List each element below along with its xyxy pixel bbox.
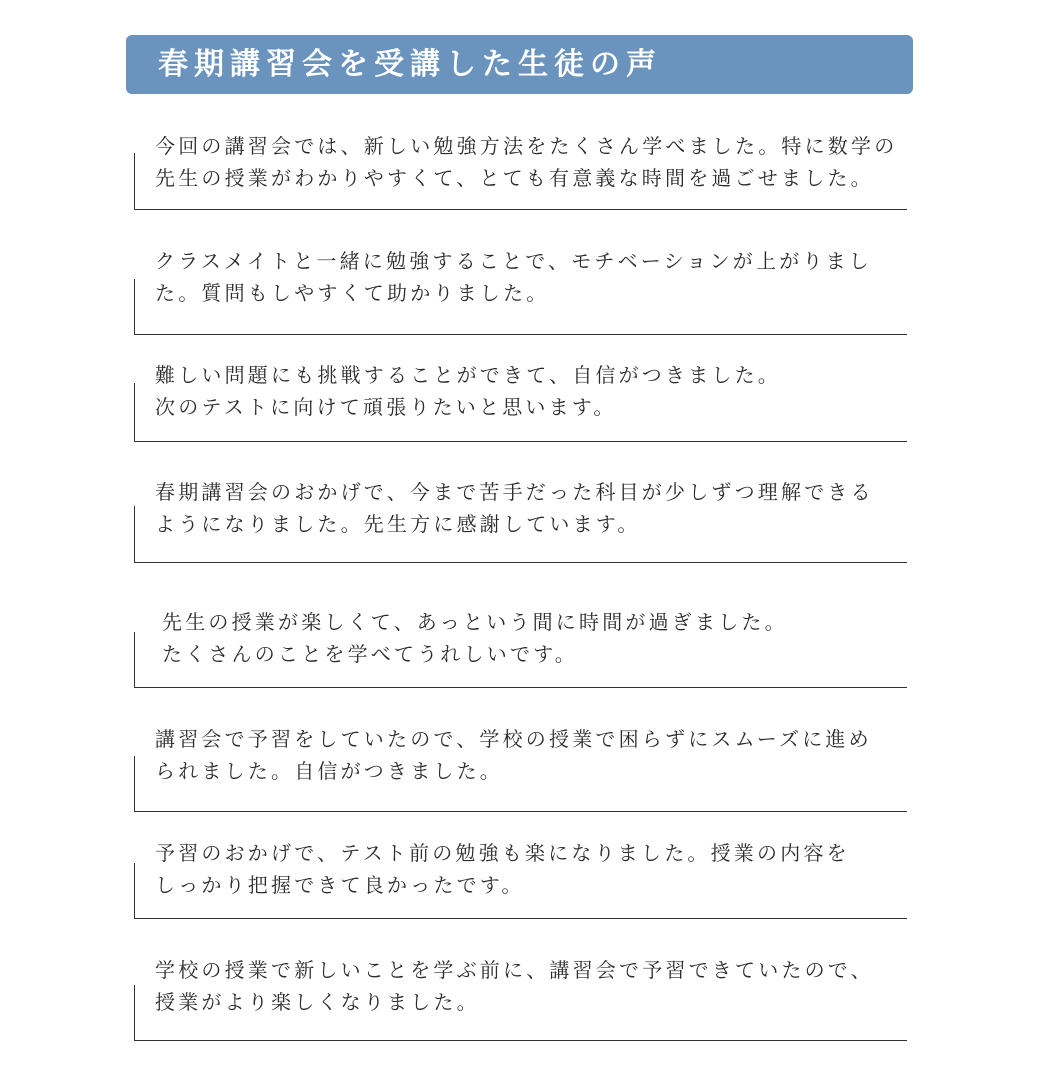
testimonial-text <box>155 476 915 540</box>
testimonial-text <box>155 245 915 309</box>
testimonial-item <box>134 954 906 1041</box>
testimonial-item <box>134 359 906 442</box>
testimonial-line: た。質問もしやすくて助かりました。 <box>155 281 550 305</box>
testimonial-line: 難しい問題にも挑戦することができて、自信がつきました。 <box>155 363 781 387</box>
testimonial-line: ようになりました。先生方に感謝しています。 <box>155 512 641 536</box>
testimonial-text <box>155 837 915 901</box>
testimonial-text <box>155 359 915 423</box>
testimonial-line: られました。自信がつきました。 <box>155 759 503 783</box>
testimonial-text <box>162 606 922 670</box>
testimonial-item <box>134 130 906 210</box>
testimonial-line: 講習会で予習をしていたので、学校の授業で困らずにスムーズに進め <box>155 727 872 751</box>
testimonial-line: 先生の授業がわかりやすくて、とても有意義な時間を過ごせました。 <box>155 166 874 190</box>
testimonial-line: 春期講習会のおかげで、今まで苦手だった科目が少しずつ理解できる <box>155 480 874 504</box>
testimonial-line: 授業がより楽しくなりました。 <box>155 990 480 1014</box>
testimonial-line: しっかり把握できて良かったです。 <box>155 873 525 897</box>
testimonial-line: 先生の授業が楽しくて、あっという間に時間が過ぎました。 <box>162 610 788 634</box>
testimonial-item <box>134 476 906 563</box>
testimonial-text <box>155 723 915 787</box>
testimonial-line: 今回の講習会では、新しい勉強方法をたくさん学べました。特に数学の <box>155 134 898 158</box>
testimonial-item <box>134 606 906 688</box>
testimonial-line: 学校の授業で新しいことを学ぶ前に、講習会で予習できていたので、 <box>155 958 874 982</box>
testimonial-item <box>134 837 906 919</box>
testimonial-item <box>134 723 906 812</box>
testimonial-line: 次のテストに向けて頑張りたいと思います。 <box>155 395 617 419</box>
page-title: 春期講習会を受講した生徒の声 <box>158 46 662 82</box>
testimonial-line: たくさんのことを学べてうれしいです。 <box>162 642 578 666</box>
section-header <box>126 35 913 94</box>
testimonial-line: クラスメイトと一緒に勉強することで、モチベーションが上がりまし <box>155 249 872 273</box>
testimonial-line: 予習のおかげで、テスト前の勉強も楽になりました。授業の内容を <box>155 841 850 865</box>
testimonial-text <box>155 130 915 194</box>
testimonial-text <box>155 954 915 1018</box>
testimonial-item <box>134 245 906 335</box>
